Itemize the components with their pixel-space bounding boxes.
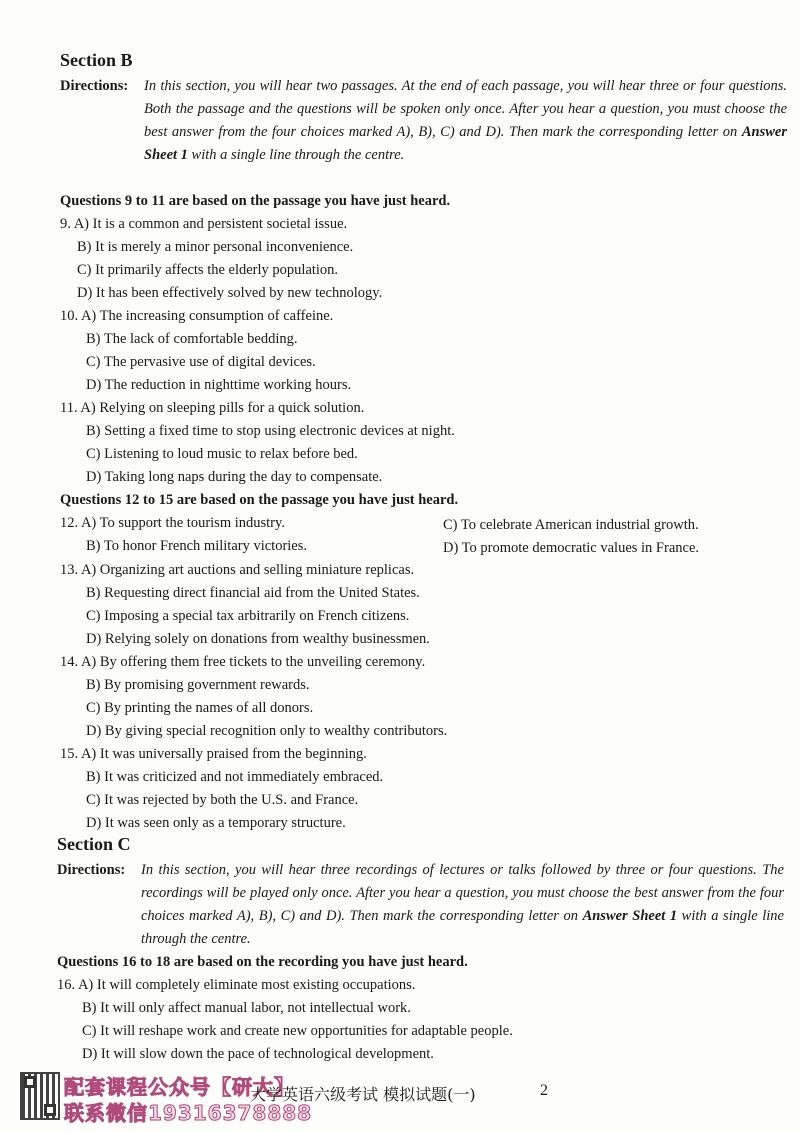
q9-option-b: B) It is merely a minor personal inconvenience. (77, 239, 354, 255)
q12-option-a: 12. A) To support the tourism industry. (60, 515, 285, 531)
q9-option-c: C) It primarily affects the elderly population. (77, 262, 339, 278)
page-number: 2 (540, 1082, 548, 1099)
q11-option-a: 11. A) Relying on sleeping pills for a quick solution. (60, 400, 365, 416)
directions-label: Directions: (57, 862, 126, 878)
q9-option-a: 9. A) It is a common and persistent societal issue. (60, 216, 348, 232)
q16-option-c: C) It will reshape work and create new opportunities for adaptable people. (82, 1023, 513, 1039)
q16-option-d: D) It will slow down the pace of technological development. (82, 1046, 434, 1062)
q9-option-d: D) It has been effectively solved by new technology. (77, 285, 383, 301)
question-group-heading: Questions 16 to 18 are based on the recording you have just heard. (57, 954, 468, 970)
q10-option-b: B) The lack of comfortable bedding. (86, 331, 298, 347)
section-c-title: Section C (57, 834, 131, 854)
section-b-directions (60, 75, 787, 167)
q16-option-b: B) It will only affect manual labor, not intellectual work. (82, 1000, 411, 1016)
q10-option-a: 10. A) The increasing consumption of caffeine. (60, 308, 334, 324)
q10-option-c: C) The pervasive use of digital devices. (86, 354, 316, 370)
q13-option-a: 13. A) Organizing art auctions and selling miniature replicas. (60, 562, 415, 578)
directions-text-end: with a single line through the centre. (187, 147, 405, 163)
q14-option-a: 14. A) By offering them free tickets to the unveiling ceremony. (60, 654, 426, 670)
q11-option-c: C) Listening to loud music to relax before bed. (86, 446, 358, 462)
question-group-heading: Questions 12 to 15 are based on the passage you have just heard. (60, 492, 459, 508)
q14-option-b: B) By promising government rewards. (86, 677, 310, 693)
q13-option-c: C) Imposing a special tax arbitrarily on French citizens. (86, 608, 410, 624)
directions-text: In this section, you will hear three recordings of lectures or talks followed by three or four questions. The recordings will be played only once. After you hear a question, you must choose the best answer from the four choices marked A), B), C) and D). Then mark the corresponding letter on (141, 862, 784, 924)
q14-option-d: D) By giving special recognition only to wealthy contributors. (86, 723, 448, 739)
q13-option-b: B) Requesting direct financial aid from the United States. (86, 585, 420, 601)
q11-option-b: B) Setting a fixed time to stop using electronic devices at night. (86, 423, 455, 439)
q15-option-d: D) It was seen only as a temporary structure. (86, 815, 346, 831)
answer-sheet-ref: Answer Sheet 1 (582, 908, 678, 924)
q12-option-d: D) To promote democratic values in France. (443, 540, 700, 556)
q10-option-d: D) The reduction in nighttime working hours. (86, 377, 352, 393)
question-group-heading: Questions 9 to 11 are based on the passage you have just heard. (60, 193, 451, 209)
q15-option-b: B) It was criticized and not immediately embraced. (86, 769, 384, 785)
directions-label: Directions: (60, 78, 129, 94)
watermark-course: 配套课程公众号【研大】 (64, 1075, 295, 1099)
q16-option-a: 16. A) It will completely eliminate most existing occupations. (57, 977, 416, 993)
section-b-title: Section B (60, 50, 133, 70)
q14-option-c: C) By printing the names of all donors. (86, 700, 314, 716)
q13-option-d: D) Relying solely on donations from wealthy businessmen. (86, 631, 430, 647)
watermark-contact: 联系微信19316378888 (64, 1101, 313, 1125)
q15-option-c: C) It was rejected by both the U.S. and France. (86, 792, 359, 808)
section-c-directions (57, 859, 784, 951)
q12-option-b: B) To honor French military victories. (86, 538, 308, 554)
q11-option-d: D) Taking long naps during the day to compensate. (86, 469, 383, 485)
qr-code-icon (20, 1072, 60, 1120)
directions-text-end: with a single line through the centre. (141, 908, 784, 947)
q12-option-c: C) To celebrate American industrial growth. (443, 517, 699, 533)
exam-title: 大学英语六级考试 模拟试题(一) (250, 1085, 476, 1104)
q15-option-a: 15. A) It was universally praised from the beginning. (60, 746, 367, 762)
answer-sheet-ref: Answer Sheet 1 (144, 124, 787, 163)
directions-text: In this section, you will hear two passages. At the end of each passage, you will hear three or four questions. Both the passage and the questions will be spoken only once. After you hear a question, you must choose the best answer from the four choices marked A), B), C) and D). Then mark the corresponding letter on (144, 78, 787, 140)
